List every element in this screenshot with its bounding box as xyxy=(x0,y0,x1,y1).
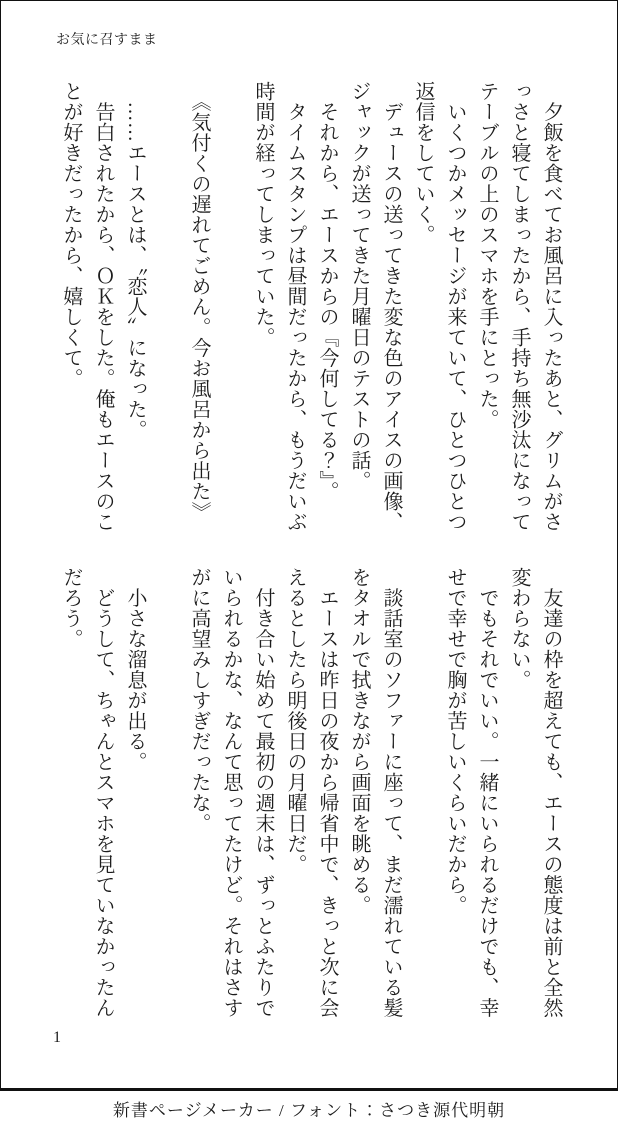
text-column: 夕飯を食べてお風呂に入ったあと、グリムがさ xyxy=(540,81,562,532)
text-column: タイムスタンプは昼間だったから、もうだいぶ xyxy=(284,81,306,532)
text-column: デュースの送ってきた変な色のアイスの画像、 xyxy=(380,81,402,532)
text-column-blank xyxy=(215,81,247,537)
text-column: エースは昨日の夜から帰省中で、きっと次に会 xyxy=(316,567,338,1018)
text-column: 《気付くの遅れてごめん。今お風呂から出た》 xyxy=(188,81,210,522)
text-column: どうして、ちゃんとスマホを見ていなかったん xyxy=(92,567,114,1018)
text-column: をタオルで拭きながら画面を眺める。 xyxy=(348,567,370,916)
text-column: ……エースとは、〝恋人〟になった。 xyxy=(124,81,146,440)
text-tier-bottom xyxy=(55,567,567,1023)
text-column: 時間が経ってしまっていた。 xyxy=(252,81,274,348)
footer-caption: 新書ページメーカー / フォント：さつき源代明朝 xyxy=(112,1101,506,1120)
text-column: いくつかメッセージが来ていて、ひとつひとつ xyxy=(444,81,466,532)
text-column: それから、エースからの『今何してる？』。 xyxy=(316,81,338,502)
text-column: えるとしたら明後日の月曜日だ。 xyxy=(284,567,306,875)
page-number: 1 xyxy=(53,1029,61,1046)
text-column: 談話室のソファーに座って、まだ濡れている髪 xyxy=(380,567,402,1018)
text-column: 告白されたから、ＯＫをした。俺もエースのこ xyxy=(92,81,114,532)
text-tier-top xyxy=(55,81,567,537)
text-column: がに高望みしすぎだったな。 xyxy=(188,567,210,834)
page-title: お気に召すまま xyxy=(56,33,158,48)
text-column-blank xyxy=(151,81,183,537)
text-column: っさと寝てしまったから、手持ち無沙汰になって xyxy=(508,81,530,532)
text-column-blank xyxy=(407,567,439,1023)
text-column: 付き合い始めて最初の週末は、ずっとふたりで xyxy=(252,567,274,1018)
text-column: でもそれでいい。一緒にいられるだけでも、幸 xyxy=(476,567,498,1018)
text-column: せで幸せで胸が苦しいくらいだから。 xyxy=(444,567,466,916)
text-column: いられるかな、なんて思ってたけど。それはさす xyxy=(220,567,242,1018)
text-column: ジャックが送ってきた月曜日のテストの話。 xyxy=(348,81,370,491)
text-column: 変わらない。 xyxy=(508,567,530,690)
text-column: 友達の枠を超えても、エースの態度は前と全然 xyxy=(540,567,562,1018)
text-column: 小さな溜息が出る。 xyxy=(124,567,146,772)
text-column: とが好きだったから、嬉しくて。 xyxy=(60,81,82,389)
text-column: テーブルの上のスマホを手にとった。 xyxy=(476,81,498,430)
text-column: 返信をしていく。 xyxy=(412,81,434,245)
text-column: だろう。 xyxy=(60,567,82,649)
text-column-blank xyxy=(151,567,183,1023)
